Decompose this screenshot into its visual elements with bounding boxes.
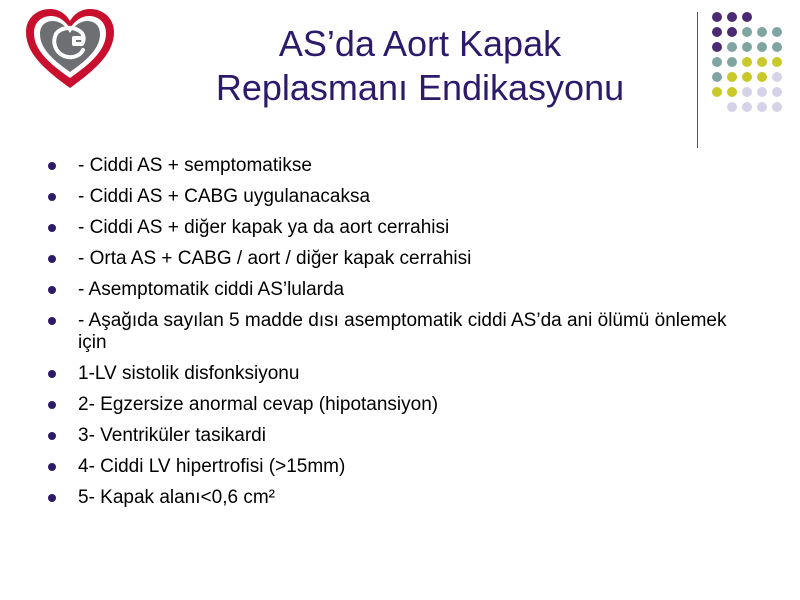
bullet-item xyxy=(48,456,748,478)
bullet-item xyxy=(48,155,748,177)
title-line-1: AS’da Aort Kapak xyxy=(278,23,562,64)
title-line-2: Replasmanı Endikasyonu xyxy=(215,67,625,108)
bullet-list xyxy=(48,155,748,518)
dot xyxy=(727,57,737,67)
dot xyxy=(757,57,767,67)
dot xyxy=(772,42,782,52)
dot xyxy=(757,87,767,97)
dot xyxy=(727,102,737,112)
bullet-item xyxy=(48,487,748,509)
dot xyxy=(712,72,722,82)
bullet-item xyxy=(48,217,748,239)
bullet-dot-icon xyxy=(48,224,56,232)
dot xyxy=(742,12,752,22)
dot xyxy=(742,57,752,67)
dot xyxy=(757,42,767,52)
dot xyxy=(772,72,782,82)
bullet-dot-icon xyxy=(48,255,56,263)
bullet-dot-icon xyxy=(48,432,56,440)
dot xyxy=(742,72,752,82)
dot xyxy=(772,87,782,97)
bullet-text: 3- Ventriküler tasikardi xyxy=(78,425,266,446)
dot xyxy=(772,27,782,37)
dot xyxy=(757,72,767,82)
bullet-dot-icon xyxy=(48,317,56,325)
dot xyxy=(712,27,722,37)
bullet-dot-icon xyxy=(48,162,56,170)
dot xyxy=(727,87,737,97)
bullet-text: - Ciddi AS + CABG uygulanacaksa xyxy=(78,186,371,207)
bullet-text: - Asemptomatik ciddi AS’lularda xyxy=(78,279,345,300)
dot xyxy=(742,42,752,52)
bullet-item xyxy=(48,310,748,354)
bullet-item xyxy=(48,248,748,270)
bullet-dot-icon xyxy=(48,494,56,502)
dot xyxy=(757,102,767,112)
heart-logo-icon xyxy=(22,6,118,92)
bullet-text: - Ciddi AS + semptomatikse xyxy=(78,155,312,176)
dot xyxy=(712,87,722,97)
bullet-item xyxy=(48,425,748,447)
bullet-text: 5- Kapak alanı<0,6 cm² xyxy=(78,487,275,508)
dot xyxy=(772,57,782,67)
dot xyxy=(742,102,752,112)
bullet-dot-icon xyxy=(48,463,56,471)
dot xyxy=(712,57,722,67)
dot xyxy=(727,42,737,52)
dot xyxy=(712,42,722,52)
bullet-text: - Orta AS + CABG / aort / diğer kapak cerrahisi xyxy=(78,248,472,269)
bullet-dot-icon xyxy=(48,193,56,201)
dot xyxy=(727,72,737,82)
dot xyxy=(742,87,752,97)
bullet-item xyxy=(48,394,748,416)
bullet-item xyxy=(48,279,748,301)
dot xyxy=(727,27,737,37)
bullet-text: - Aşağıda sayılan 5 madde dısı asemptomatik ciddi AS’da ani ölümü önlemek için xyxy=(78,310,727,353)
bullet-text: 2- Egzersize anormal cevap (hipotansiyon) xyxy=(78,394,439,415)
dot xyxy=(757,27,767,37)
bullet-item xyxy=(48,186,748,208)
dot xyxy=(712,12,722,22)
bullet-dot-icon xyxy=(48,286,56,294)
dot xyxy=(727,12,737,22)
dot-grid-decoration xyxy=(712,12,792,132)
dot xyxy=(742,27,752,37)
bullet-item xyxy=(48,363,748,385)
bullet-dot-icon xyxy=(48,370,56,378)
divider-line xyxy=(697,12,698,148)
bullet-text: 1-LV sistolik disfonksiyonu xyxy=(78,363,300,384)
bullet-text: - Ciddi AS + diğer kapak ya da aort cerrahisi xyxy=(78,217,450,238)
dot xyxy=(772,102,782,112)
bullet-text: 4- Ciddi LV hipertrofisi (>15mm) xyxy=(78,456,346,477)
slide-title xyxy=(150,22,690,110)
bullet-dot-icon xyxy=(48,401,56,409)
